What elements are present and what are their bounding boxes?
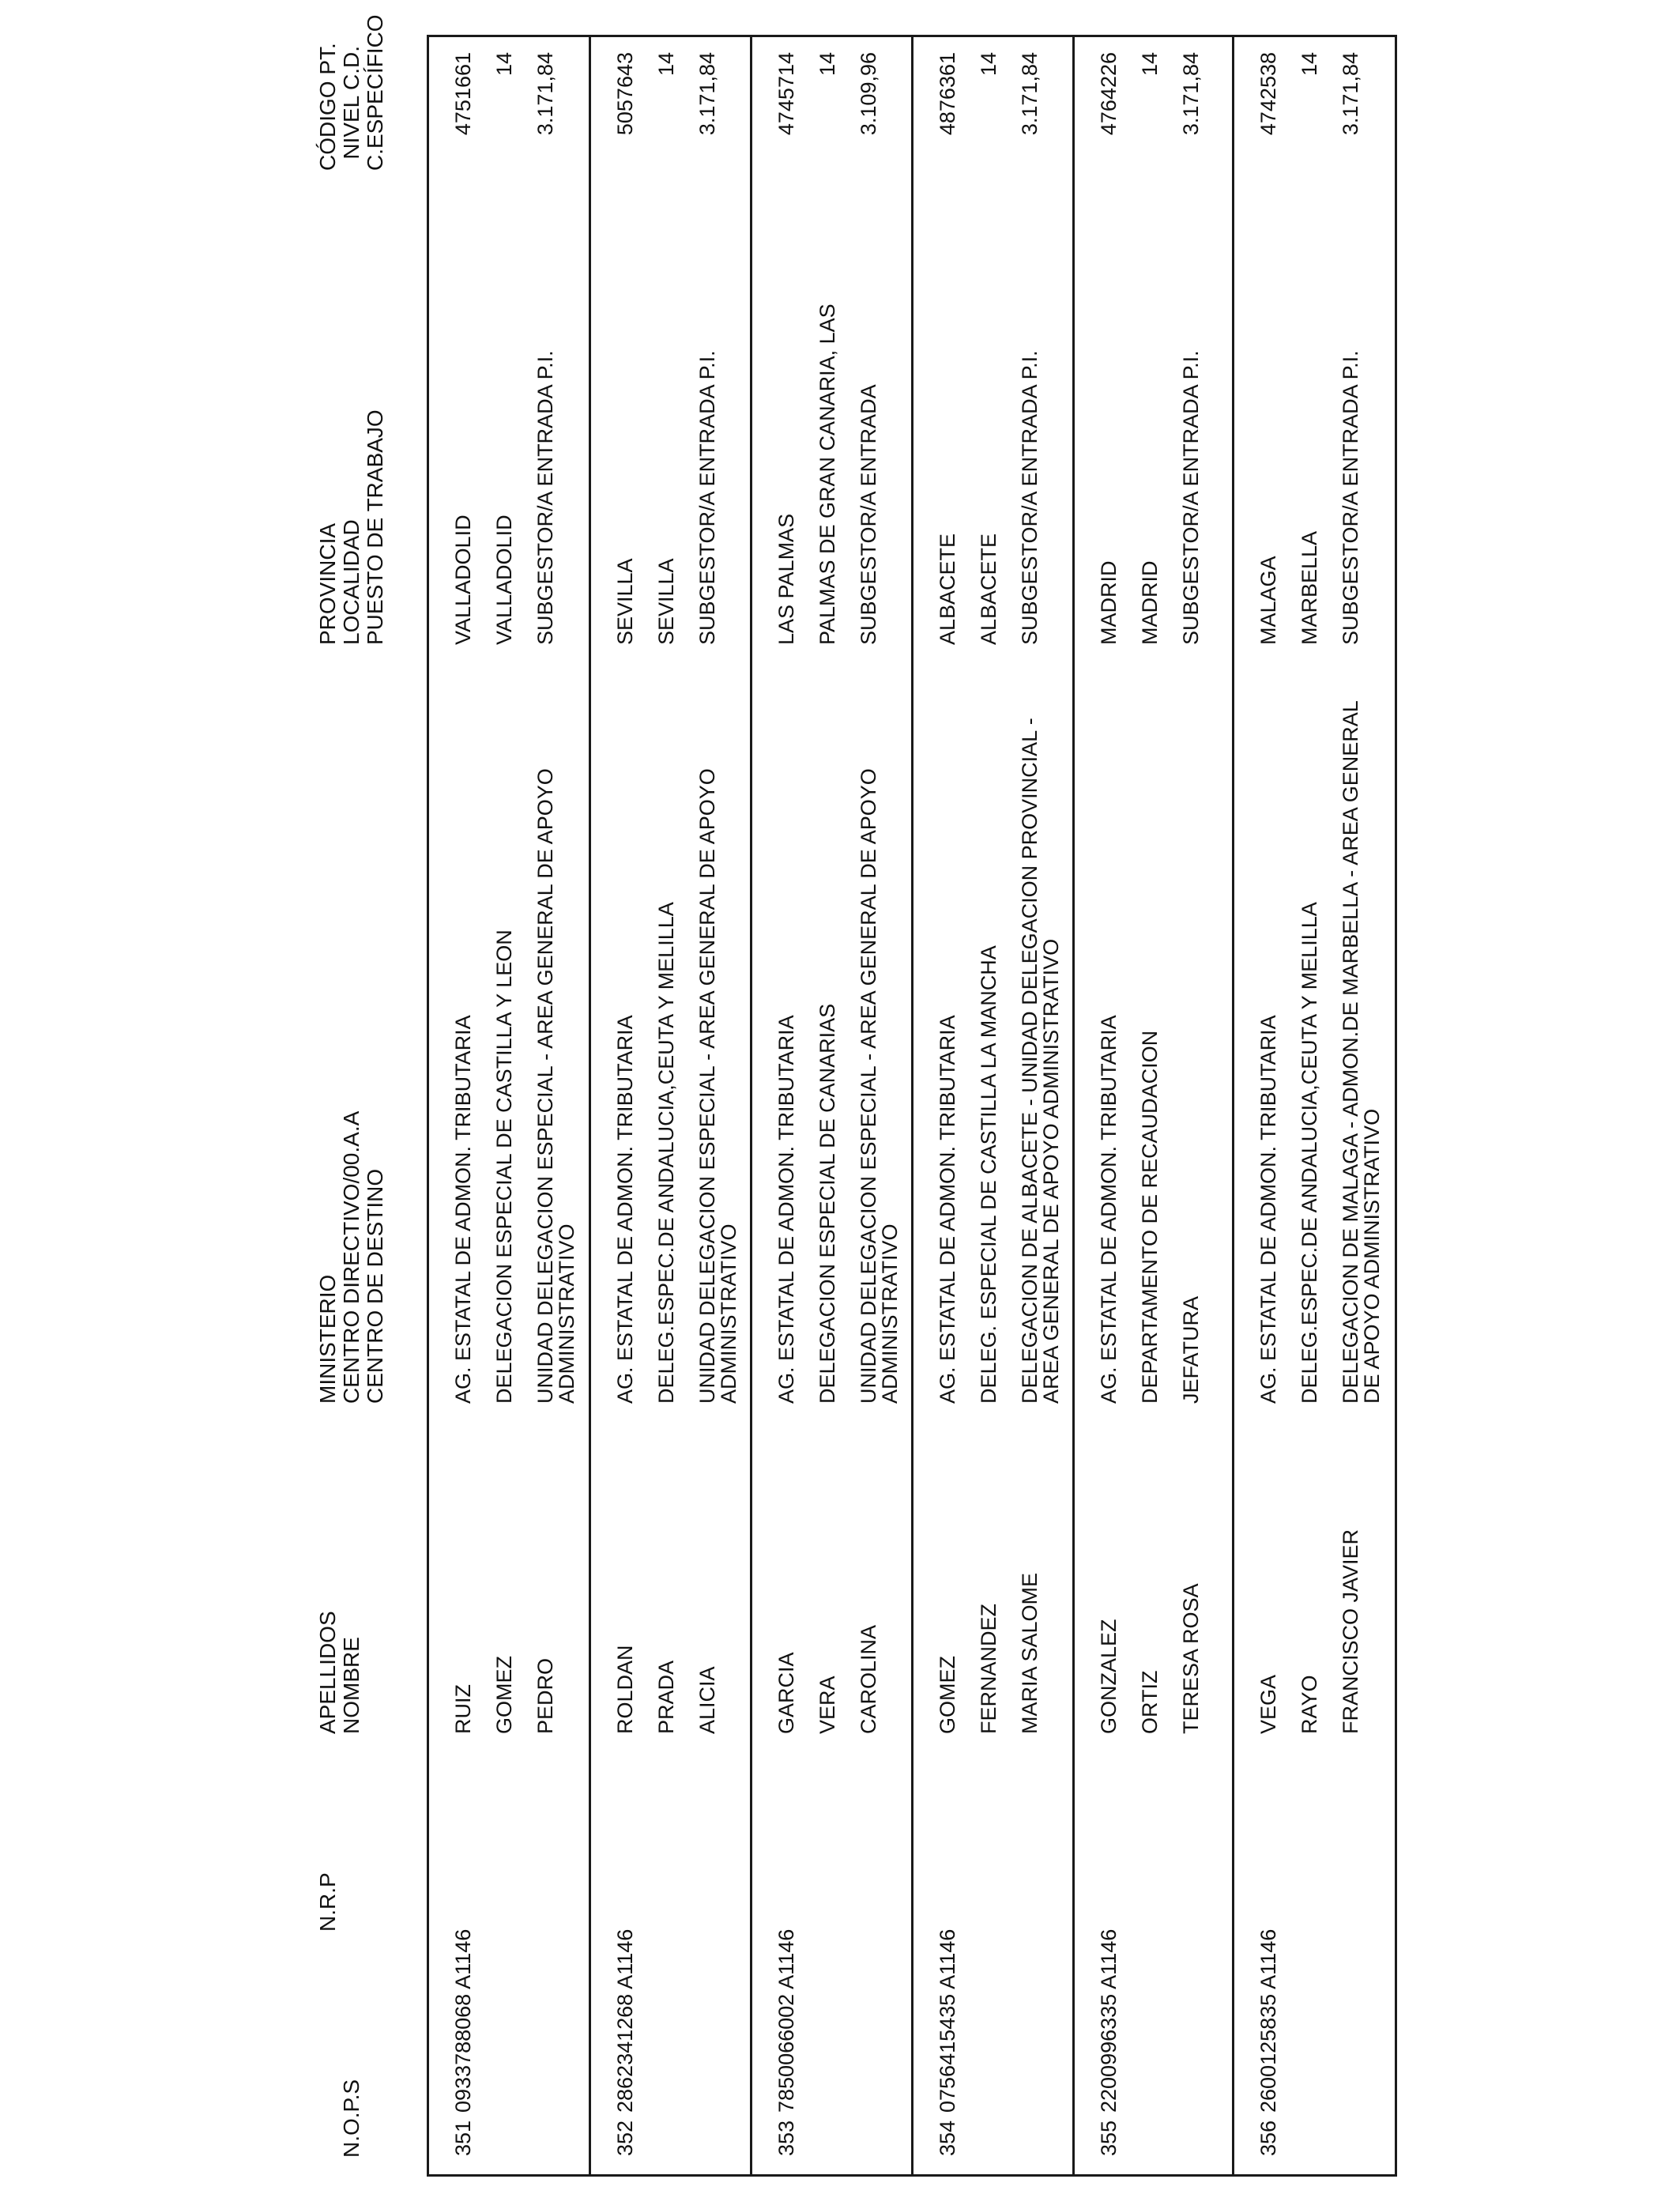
nrp-cell: 2600125835 A1146 — [1256, 1928, 1280, 2113]
apellido1-cell: GARCIA — [774, 1652, 798, 1734]
centro-directivo-cell: DELEG.ESPEC.DE ANDALUCIA,CEUTA Y MELILLA — [654, 902, 678, 1404]
ministerio-cell: AG. ESTATAL DE ADMON. TRIBUTARIA — [1256, 1015, 1280, 1404]
header-nombre-label: NOMBRE — [339, 1637, 363, 1734]
codigo-cell: 4751661 — [451, 52, 475, 136]
header-nrp-label: N.R.P — [315, 1872, 340, 1932]
codigo-cell: 4876361 — [936, 52, 959, 136]
provincia-cell: VALLADOLID — [451, 515, 475, 645]
header-centro-destino-label: CENTRO DE DESTINO — [363, 1168, 387, 1404]
header-provincia — [316, 409, 387, 645]
puesto-cell: SUBGESTOR/A ENTRADA P.I. — [1018, 350, 1042, 645]
especifico-cell: 3.171,84 — [1018, 52, 1042, 136]
apellido2-cell: FERNANDEZ — [977, 1603, 1000, 1734]
provincia-cell: MADRID — [1097, 560, 1121, 645]
especifico-cell: 3.171,84 — [533, 52, 557, 136]
nombre-cell: FRANCISCO JAVIER — [1339, 1529, 1362, 1734]
especifico-cell: 3.171,84 — [695, 52, 719, 136]
apellido1-cell: VEGA — [1256, 1674, 1280, 1734]
nivel-cell: 14 — [1138, 52, 1162, 77]
nops-cell: 355 — [1097, 2120, 1121, 2156]
centro-destino-cell: UNIDAD DELEGACION ESPECIAL - AREA GENERAL DE APOYO ADMINISTRATIVO — [857, 768, 902, 1404]
nops-cell: 354 — [936, 2120, 959, 2156]
nops-cell: 352 — [613, 2120, 637, 2156]
apellido2-cell: VERA — [816, 1676, 839, 1734]
header-codigo — [315, 14, 387, 171]
centro-directivo-cell: DELEGACION ESPECIAL DE CASTILLA Y LEON — [492, 929, 516, 1404]
ministerio-cell: AG. ESTATAL DE ADMON. TRIBUTARIA — [451, 1015, 475, 1404]
especifico-cell: 3.171,84 — [1339, 52, 1362, 136]
nrp-cell: 2862341268 A1146 — [613, 1928, 637, 2113]
header-ministerio — [316, 1111, 387, 1404]
apellido1-cell: GONZALEZ — [1097, 1619, 1121, 1734]
ministerio-cell: AG. ESTATAL DE ADMON. TRIBUTARIA — [936, 1015, 959, 1404]
nrp-cell: 7850066002 A1146 — [774, 1928, 798, 2113]
nivel-cell: 14 — [1298, 52, 1321, 77]
ministerio-cell: AG. ESTATAL DE ADMON. TRIBUTARIA — [613, 1015, 637, 1404]
centro-destino-cell: UNIDAD DELEGACION ESPECIAL - AREA GENERAL DE APOYO ADMINISTRATIVO — [533, 768, 578, 1404]
provincia-cell: SEVILLA — [613, 558, 637, 645]
apellido2-cell: ORTIZ — [1138, 1670, 1162, 1734]
apellido2-cell: PRADA — [654, 1660, 678, 1734]
puesto-cell: SUBGESTOR/A ENTRADA — [857, 384, 880, 645]
apellido1-cell: ROLDAN — [613, 1645, 637, 1734]
nombre-cell: ALICIA — [695, 1666, 719, 1734]
nrp-cell: 2200996335 A1146 — [1097, 1928, 1121, 2113]
header-nops — [340, 2079, 363, 2158]
header-nops-label: N.O.P.S — [339, 2079, 363, 2158]
puesto-cell: SUBGESTOR/A ENTRADA P.I. — [1179, 350, 1203, 645]
centro-destino-cell: UNIDAD DELEGACION ESPECIAL - AREA GENERAL DE APOYO ADMINISTRATIVO — [695, 768, 740, 1404]
header-puesto-label: PUESTO DE TRABAJO — [363, 409, 387, 645]
header-nrp — [316, 1872, 340, 1932]
table-row — [1072, 35, 1232, 2177]
apellido2-cell: RAYO — [1298, 1675, 1321, 1734]
header-apellidos-label: APELLIDOS — [315, 1611, 340, 1734]
localidad-cell: SEVILLA — [654, 558, 678, 645]
ministerio-cell: AG. ESTATAL DE ADMON. TRIBUTARIA — [774, 1015, 798, 1404]
codigo-cell: 4764226 — [1097, 52, 1121, 136]
localidad-cell: VALLADOLID — [492, 515, 516, 645]
centro-directivo-cell: DELEG.ESPEC.DE ANDALUCIA,CEUTA Y MELILLA — [1298, 902, 1321, 1404]
centro-directivo-cell: DELEGACION ESPECIAL DE CANARIAS — [816, 1003, 839, 1404]
header-ministerio-label: MINISTERIO — [315, 1274, 340, 1404]
header-especifico-label: C.ESPECÍFICO — [363, 14, 387, 171]
nombre-cell: CAROLINA — [857, 1624, 880, 1734]
centro-destino-cell: DELEGACION DE MALAGA - ADMON.DE MARBELLA - AREA GENERAL DE APOYO ADMINISTRATIVO — [1339, 701, 1384, 1404]
nrp-cell: 0756415435 A1146 — [936, 1928, 959, 2113]
codigo-cell: 4742538 — [1256, 52, 1280, 136]
table-row — [911, 35, 1072, 2177]
localidad-cell: MADRID — [1138, 560, 1162, 645]
header-localidad-label: LOCALIDAD — [339, 519, 363, 645]
table-row — [429, 35, 589, 2177]
provincia-cell: MALAGA — [1256, 556, 1280, 645]
header-apellidos-nombre — [316, 1611, 363, 1734]
table-row — [750, 35, 911, 2177]
nivel-cell: 14 — [492, 52, 516, 77]
puesto-cell: SUBGESTOR/A ENTRADA P.I. — [695, 350, 719, 645]
header-provincia-label: PROVINCIA — [315, 522, 340, 645]
provincia-cell: ALBACETE — [936, 533, 959, 645]
especifico-cell: 3.109,96 — [857, 52, 880, 136]
localidad-cell: ALBACETE — [977, 533, 1000, 645]
centro-directivo-cell: DEPARTAMENTO DE RECAUDACION — [1138, 1030, 1162, 1404]
puesto-cell: SUBGESTOR/A ENTRADA P.I. — [533, 350, 557, 645]
nops-cell: 351 — [451, 2120, 475, 2156]
puesto-cell: SUBGESTOR/A ENTRADA P.I. — [1339, 350, 1362, 645]
centro-destino-cell: DELEGACION DE ALBACETE - UNIDAD DELEGACION PROVINCIAL - AREA GENERAL DE APOYO ADMINISTRATIVO — [1018, 718, 1063, 1404]
codigo-cell: 4745714 — [774, 52, 798, 136]
especifico-cell: 3.171,84 — [1179, 52, 1203, 136]
apellido1-cell: GOMEZ — [936, 1656, 959, 1734]
codigo-cell: 5057643 — [613, 52, 637, 136]
localidad-cell: PALMAS DE GRAN CANARIA, LAS — [816, 303, 839, 645]
header-nivel-label: NIVEL C.D. — [339, 46, 363, 160]
table-row — [589, 35, 750, 2177]
nivel-cell: 14 — [816, 52, 839, 77]
header-codigo-label: CÓDIGO PT. — [315, 43, 340, 171]
centro-directivo-cell: DELEG. ESPECIAL DE CASTILLA LA MANCHA — [977, 945, 1000, 1404]
nombre-cell: MARIA SALOME — [1018, 1572, 1042, 1734]
centro-destino-cell: JEFATURA — [1179, 1295, 1203, 1404]
ministerio-cell: AG. ESTATAL DE ADMON. TRIBUTARIA — [1097, 1015, 1121, 1404]
nombre-cell: PEDRO — [533, 1657, 557, 1734]
header-centro-directivo-label: CENTRO DIRECTIVO/00.A.A — [339, 1110, 363, 1404]
apellido2-cell: GOMEZ — [492, 1656, 516, 1734]
nrp-cell: 0933788068 A1146 — [451, 1928, 475, 2113]
table-row — [1232, 35, 1395, 2177]
nops-cell: 356 — [1256, 2120, 1280, 2156]
provincia-cell: LAS PALMAS — [774, 513, 798, 645]
nombre-cell: TERESA ROSA — [1179, 1583, 1203, 1734]
localidad-cell: MARBELLA — [1298, 530, 1321, 645]
nivel-cell: 14 — [977, 52, 1000, 77]
apellido1-cell: RUIZ — [451, 1684, 475, 1734]
nops-cell: 353 — [774, 2120, 798, 2156]
nivel-cell: 14 — [654, 52, 678, 77]
